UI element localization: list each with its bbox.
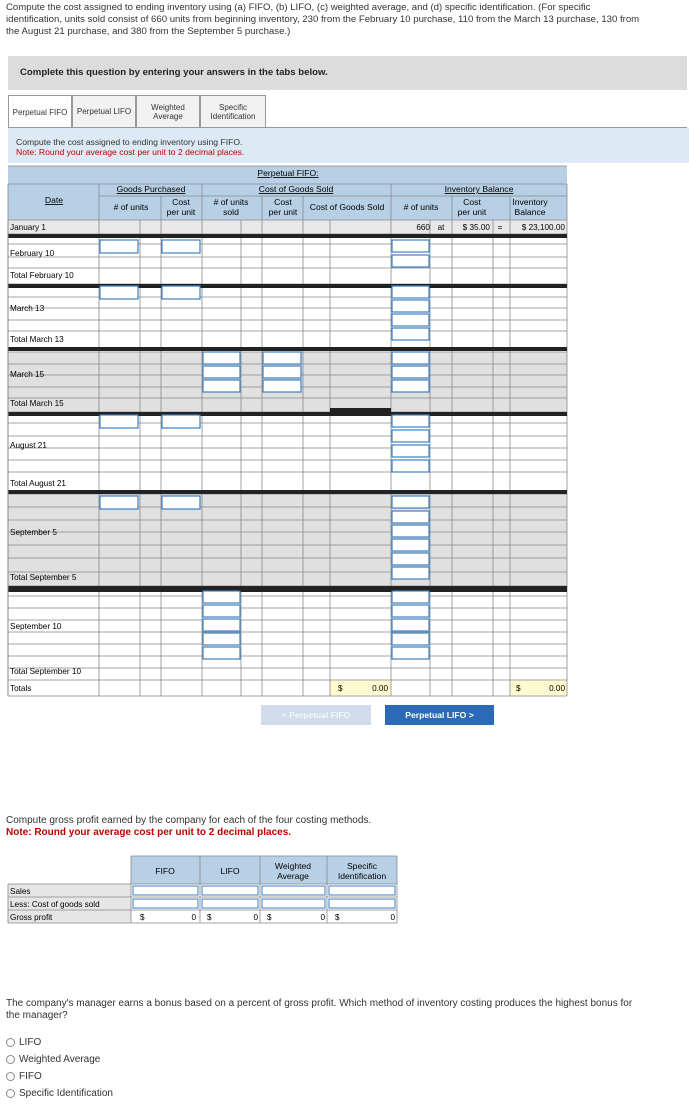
section-separator xyxy=(8,284,567,288)
purchase-units-input[interactable] xyxy=(100,240,138,253)
gross-profit-table xyxy=(0,852,689,927)
prev-tab-button[interactable]: < Perpetual FIFO xyxy=(261,705,371,725)
instruction-note: Note: Round your average cost per unit to 2 decimal places. xyxy=(16,147,245,157)
row-label-totals: Totals xyxy=(10,684,32,693)
balance-units-input[interactable] xyxy=(392,633,429,645)
sold-cost-header: Cost per unit xyxy=(268,197,298,217)
gross-profit-prompt xyxy=(6,815,371,839)
row-label-total-september-5: Total September 5 xyxy=(10,573,77,582)
sold-units-input[interactable] xyxy=(203,605,240,617)
balance-units-input[interactable] xyxy=(392,460,429,472)
balance-total-value: 0.00 xyxy=(549,684,565,693)
gp-row-gross-profit: Gross profit xyxy=(10,913,53,922)
balance-units-input[interactable] xyxy=(392,553,429,565)
purchase-units-input[interactable] xyxy=(100,415,138,428)
lifo-sales-input[interactable] xyxy=(202,886,258,895)
section-separator xyxy=(8,490,567,494)
section-separator xyxy=(8,347,567,351)
bonus-options xyxy=(6,1034,113,1102)
balance-units-input[interactable] xyxy=(392,314,429,326)
row-label-total-march-15: Total March 15 xyxy=(10,399,64,408)
balance-units-input[interactable] xyxy=(392,366,429,378)
question-intro: Compute the cost assigned to ending inventory using (a) FIFO, (b) LIFO, (c) weighted average, and (d) specific identification. (For specific identification, units sold consist of 660 units from beginning inventory, 230 from the February 10 purchase, 110 from the March 13 purchase, 130 from the August 21 purchase, and 380 from the September 5 purchase.) xyxy=(6,2,640,37)
purchase-cost-input[interactable] xyxy=(162,286,200,299)
units-sold-header: # of units sold xyxy=(213,197,249,217)
option-lifo[interactable] xyxy=(6,1034,113,1051)
balance-cost-header: Cost per unit xyxy=(457,197,487,217)
gp-row-sales: Sales xyxy=(10,887,31,896)
tab-perpetual-fifo[interactable]: Perpetual FIFO xyxy=(8,95,72,128)
gp-col-lifo: LIFO xyxy=(220,866,240,876)
purchase-units-input[interactable] xyxy=(100,286,138,299)
sold-cost-input[interactable] xyxy=(263,352,301,364)
option-fifo[interactable] xyxy=(6,1068,113,1085)
tab-specific-identification[interactable]: Specific Identification xyxy=(200,95,266,127)
option-label: LIFO xyxy=(19,1037,42,1048)
row-label-august-21: August 21 xyxy=(10,441,47,450)
radio-icon[interactable] xyxy=(6,1038,15,1047)
tab-perpetual-lifo[interactable]: Perpetual LIFO xyxy=(72,95,136,127)
row-label-march-13: March 13 xyxy=(10,304,45,313)
option-weighted-average[interactable] xyxy=(6,1051,113,1068)
inventory-balance-header: Inventory Balance xyxy=(512,197,548,217)
row-label-september-5: September 5 xyxy=(10,528,57,537)
gp-si-value: 0 xyxy=(390,913,395,922)
gp-col-fifo: FIFO xyxy=(155,866,175,876)
balance-units-input[interactable] xyxy=(392,286,429,298)
sold-units-input[interactable] xyxy=(203,380,240,392)
bonus-prompt: The company's manager earns a bonus based on a percent of gross profit. Which method of inventory costing produces the highest bonus for the manager? xyxy=(6,998,633,1021)
purchase-cost-input[interactable] xyxy=(162,415,200,428)
method-tabs xyxy=(8,95,266,127)
option-label: Weighted Average xyxy=(19,1054,101,1065)
sold-cost-input[interactable] xyxy=(263,380,301,392)
gp-col-weighted-average: Weighted Average xyxy=(274,861,312,881)
radio-icon[interactable] xyxy=(6,1089,15,1098)
table-title: Perpetual FIFO: xyxy=(257,168,319,178)
balance-units-input[interactable] xyxy=(392,445,429,457)
row-label-total-march-13: Total March 13 xyxy=(10,335,64,344)
date-header: Date xyxy=(44,195,64,205)
sold-units-input[interactable] xyxy=(203,352,240,364)
gross-profit-note: Note: Round your average cost per unit to 2 decimal places. xyxy=(6,827,292,838)
gp-wa-dollar: $ xyxy=(267,913,272,922)
gp-wa-value: 0 xyxy=(320,913,325,922)
balance-units-input[interactable] xyxy=(392,619,429,631)
wa-sales-input[interactable] xyxy=(262,886,325,895)
inventory-balance-group-header: Inventory Balance xyxy=(444,184,514,194)
gp-fifo-value: 0 xyxy=(191,913,196,922)
purchase-units-input[interactable] xyxy=(100,496,138,509)
perpetual-fifo-table xyxy=(0,160,689,700)
balance-units-header: # of units xyxy=(403,202,439,212)
sold-units-input[interactable] xyxy=(203,591,240,603)
jan-at: at xyxy=(437,223,445,232)
balance-units-input[interactable] xyxy=(392,511,429,523)
sold-units-input[interactable] xyxy=(203,633,240,645)
radio-icon[interactable] xyxy=(6,1055,15,1064)
balance-units-input[interactable] xyxy=(392,525,429,537)
balance-units-input[interactable] xyxy=(392,430,429,442)
row-label-march-15: March 15 xyxy=(10,370,45,379)
gp-fifo-dollar: $ xyxy=(140,913,145,922)
cogs-total-value: 0.00 xyxy=(372,684,388,693)
gp-lifo-dollar: $ xyxy=(207,913,212,922)
balance-units-input[interactable] xyxy=(392,255,429,267)
row-label-total-september-10: Total September 10 xyxy=(10,667,81,676)
gross-profit-text: Compute gross profit earned by the company for each of the four costing methods. xyxy=(6,815,372,826)
balance-units-input[interactable] xyxy=(392,380,429,392)
gp-si-dollar: $ xyxy=(335,913,340,922)
cogs-underline xyxy=(330,408,391,412)
balance-units-input[interactable] xyxy=(392,567,429,579)
gp-col-specific-identification: Specific Identification xyxy=(337,861,387,881)
sold-units-input[interactable] xyxy=(203,366,240,378)
option-label: FIFO xyxy=(19,1071,42,1082)
si-cogs-input[interactable] xyxy=(329,899,395,908)
instruction-banner: Complete this question by entering your answers in the tabs below. xyxy=(8,56,687,90)
fifo-sales-input[interactable] xyxy=(133,886,198,895)
sold-units-input[interactable] xyxy=(203,647,240,659)
radio-icon[interactable] xyxy=(6,1072,15,1081)
section-separator xyxy=(8,234,567,238)
balance-units-input[interactable] xyxy=(392,605,429,617)
purchased-cost-header: Cost per unit xyxy=(166,197,196,217)
si-sales-input[interactable] xyxy=(329,886,395,895)
lifo-cogs-input[interactable] xyxy=(202,899,258,908)
balance-units-input[interactable] xyxy=(392,328,429,340)
fifo-cogs-input[interactable] xyxy=(133,899,198,908)
cogs-total-dollar: $ xyxy=(338,684,343,693)
tab-weighted-average[interactable]: Weighted Average xyxy=(136,95,200,127)
jan-equals: = xyxy=(497,223,503,232)
purchased-units-header: # of units xyxy=(113,202,149,212)
cogs-header: Cost of Goods Sold xyxy=(309,202,385,212)
balance-units-input[interactable] xyxy=(392,591,429,603)
sold-cost-input[interactable] xyxy=(263,366,301,378)
balance-units-input[interactable] xyxy=(392,647,429,659)
balance-units-input[interactable] xyxy=(392,496,429,508)
option-specific-identification[interactable] xyxy=(6,1085,113,1102)
tab-instructions xyxy=(8,128,689,163)
row-label-total-august-21: Total August 21 xyxy=(10,479,66,488)
balance-units-input[interactable] xyxy=(392,300,429,312)
jan-cost: $ 35.00 xyxy=(462,223,490,232)
row-label-total-february-10: Total February 10 xyxy=(10,271,74,280)
sold-units-input[interactable] xyxy=(203,619,240,631)
instruction-text: Compute the cost assigned to ending inventory using FIFO. xyxy=(16,137,243,147)
row-label-january-1: January 1 xyxy=(10,223,46,232)
gp-row-cogs: Less: Cost of goods sold xyxy=(10,900,100,909)
balance-total-dollar: $ xyxy=(516,684,521,693)
balance-units-input[interactable] xyxy=(392,415,429,427)
balance-units-input[interactable] xyxy=(392,240,429,252)
section-separator xyxy=(8,588,567,592)
row-label-february-10: February 10 xyxy=(10,249,55,258)
jan-balance: $ 23,100.00 xyxy=(521,223,565,232)
gp-lifo-value: 0 xyxy=(253,913,258,922)
next-tab-button[interactable]: Perpetual LIFO > xyxy=(385,705,494,725)
balance-units-input[interactable] xyxy=(392,539,429,551)
jan-units: 660 xyxy=(416,223,430,232)
purchase-cost-input[interactable] xyxy=(162,240,200,253)
wa-cogs-input[interactable] xyxy=(262,899,325,908)
goods-purchased-header: Goods Purchased xyxy=(116,184,186,194)
cogs-group-header: Cost of Goods Sold xyxy=(258,184,334,194)
section-separator xyxy=(8,412,567,416)
balance-units-input[interactable] xyxy=(392,352,429,364)
option-label: Specific Identification xyxy=(19,1088,113,1099)
row-label-september-10: September 10 xyxy=(10,622,62,631)
purchase-cost-input[interactable] xyxy=(162,496,200,509)
